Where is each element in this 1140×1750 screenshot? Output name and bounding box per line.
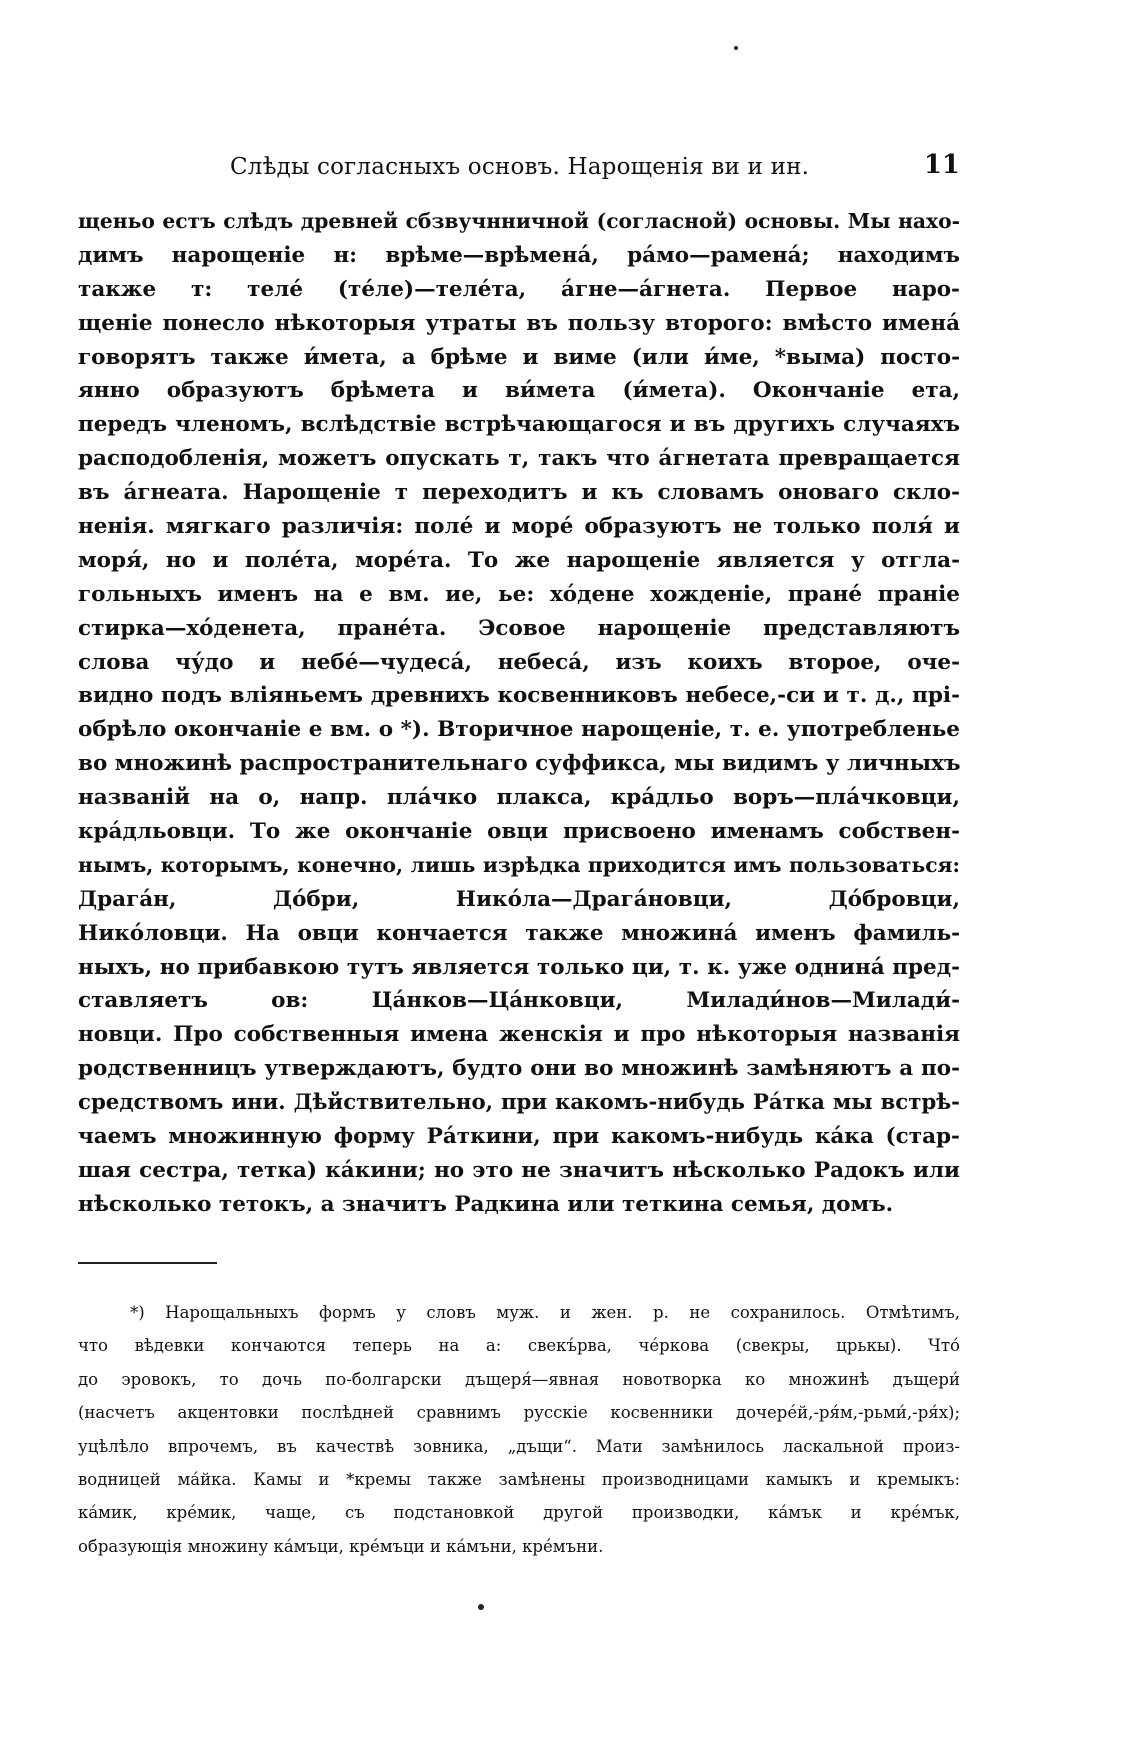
footnote-line: образующія множину ка́мъци, крéмъци и ка́мъни, крéмъни. bbox=[78, 1536, 604, 1556]
text-line: димъ нарощеніе н: врѣме—врѣмена́, ра́мо—рамена́; находимъ bbox=[78, 242, 960, 268]
text-line: передъ членомъ, вслѣдствіе встрѣчающагося и въ другихъ случаяхъ bbox=[78, 412, 960, 438]
text-line: слова чу́до и небé—чудеса́, небеса́, изъ коихъ второе, оче- bbox=[78, 649, 960, 675]
running-head bbox=[78, 150, 960, 186]
text-line: новци. Про собственныя имена женскія и про нѣкоторыя названія bbox=[78, 1022, 960, 1048]
text-line: Драга́н, До́бри, Нико́ла—Драга́новци, До́бровци, bbox=[78, 886, 960, 912]
footnote-rule bbox=[78, 1262, 217, 1264]
text-line: щеньо естъ слѣдъ древней сбзвучнничной (согласной) основы. Мы нахо- bbox=[78, 209, 960, 233]
text-line: Нико́ловци. На овци кончается также множина́ именъ фамиль- bbox=[78, 920, 960, 946]
text-line: чаемъ множинную форму Ра́ткини, при какомъ-нибудь ка́ка (стар- bbox=[78, 1124, 960, 1150]
footnote-line: что вѣдевки кончаются теперь на а: свекъ́рва, чéркова (свекры, црькы). Что́ bbox=[78, 1336, 960, 1356]
text-line: янно образуютъ брѣмета и ви́мета (и́мета). Окончаніе ета, bbox=[78, 378, 960, 404]
text-line: въ а́гнеата. Нарощеніе т переходитъ и къ словамъ оноваго скло- bbox=[78, 480, 960, 506]
text-line: ныхъ, но прибавкою тутъ является только ци, т. к. уже однина́ пред- bbox=[78, 954, 960, 980]
text-line: ставляетъ ов: Ца́нков—Ца́нковци, Милади́нов—Милади́- bbox=[78, 988, 960, 1014]
text-line: гольныхъ именъ на е вм. ие, ье: хо́дене хожденіе, пранé праніе bbox=[78, 581, 960, 607]
text-line: обрѣло окончаніе е вм. о *). Вторичное нарощеніе, т. е. употребленье bbox=[78, 717, 960, 743]
footnote-line: уцѣлѣло впрочемъ, въ качествѣ зовника, „дъщи“. Мати замѣнилось ласкальной произ- bbox=[78, 1436, 960, 1456]
text-line: моря́, но и полéта, морéта. То же нарощеніе является у отгла- bbox=[78, 547, 960, 573]
footnote-line: до эровокъ, то дочь по-болгарски дъщеря́—явная новотворка ко множинѣ дъщери́ bbox=[78, 1369, 960, 1389]
footnote-line: ка́мик, крéмик, чаще, съ подстановкой другой производки, ка́мък и крéмък, bbox=[78, 1503, 960, 1523]
footnote-line: (насчетъ акцентовки послѣдней сравнимъ русскіе косвенники дочерéй,-ря́м,-рьми́,-ря́х); bbox=[78, 1403, 960, 1423]
text-line: щеніе понесло нѣкоторыя утраты въ пользу второго: вмѣсто имена́ bbox=[78, 310, 960, 336]
footnote bbox=[78, 1296, 960, 1563]
text-line: также т: телé (тéле)—телéта, а́гне—а́гнета. Первое наро- bbox=[78, 276, 960, 302]
text-line: средствомъ ини. Дѣйствительно, при какомъ-нибудь Ра́тка мы встрѣ- bbox=[78, 1090, 960, 1116]
text-line: кра́дльовци. То же окончаніе овци присвоено именамъ собствен- bbox=[78, 819, 960, 845]
text-line: ненія. мягкаго различія: полé и морé образуютъ не только поля́ и bbox=[78, 514, 960, 540]
text-line: нѣсколько тетокъ, а значитъ Радкина или теткина семья, домъ. bbox=[78, 1191, 894, 1217]
footnote-line: *) Нарощальныхъ формъ у словъ муж. и жен. р. не сохранилось. Отмѣтимъ, bbox=[130, 1303, 960, 1322]
page-number: 11 bbox=[923, 150, 960, 180]
text-line: нымъ, которымъ, конечно, лишь изрѣдка приходится имъ пользоваться: bbox=[78, 852, 960, 877]
text-line: шая сестра, тетка) ка́кини; но это не значитъ нѣсколько Радокъ или bbox=[78, 1157, 960, 1183]
footnote-line: водницей ма́йка. Камы и *кремы также замѣнены производницами камыкъ и кремыкъ: bbox=[78, 1469, 960, 1489]
text-line: говорятъ также и́мета, а брѣме и виме (или и́ме, *выма) посто- bbox=[78, 344, 960, 370]
text-line: во множинѣ распространительнаго суффикса, мы видимъ у личныхъ bbox=[78, 751, 960, 777]
body-text bbox=[78, 205, 960, 1222]
text-line: названій на о, напр. пла́чко плакса, кра́дльо воръ—пла́чковци, bbox=[78, 785, 960, 811]
text-line: расподобленія, можетъ опускать т, такъ что а́гнетата превращается bbox=[78, 446, 960, 472]
speck-mark bbox=[734, 46, 738, 50]
text-line: стирка—хо́денета, пранéта. Эсовое нарощеніе представляютъ bbox=[78, 615, 960, 641]
text-line: видно подъ вліяньемъ древнихъ косвенниковъ небесе,-си и т. д., прі- bbox=[78, 683, 960, 709]
text-line: родственницъ утверждаютъ, будто они во множинѣ замѣняютъ а по- bbox=[78, 1056, 960, 1082]
running-title: Слѣды согласныхъ основъ. Нарощенія ви и ин. bbox=[230, 154, 810, 180]
speck-mark bbox=[478, 1604, 484, 1610]
